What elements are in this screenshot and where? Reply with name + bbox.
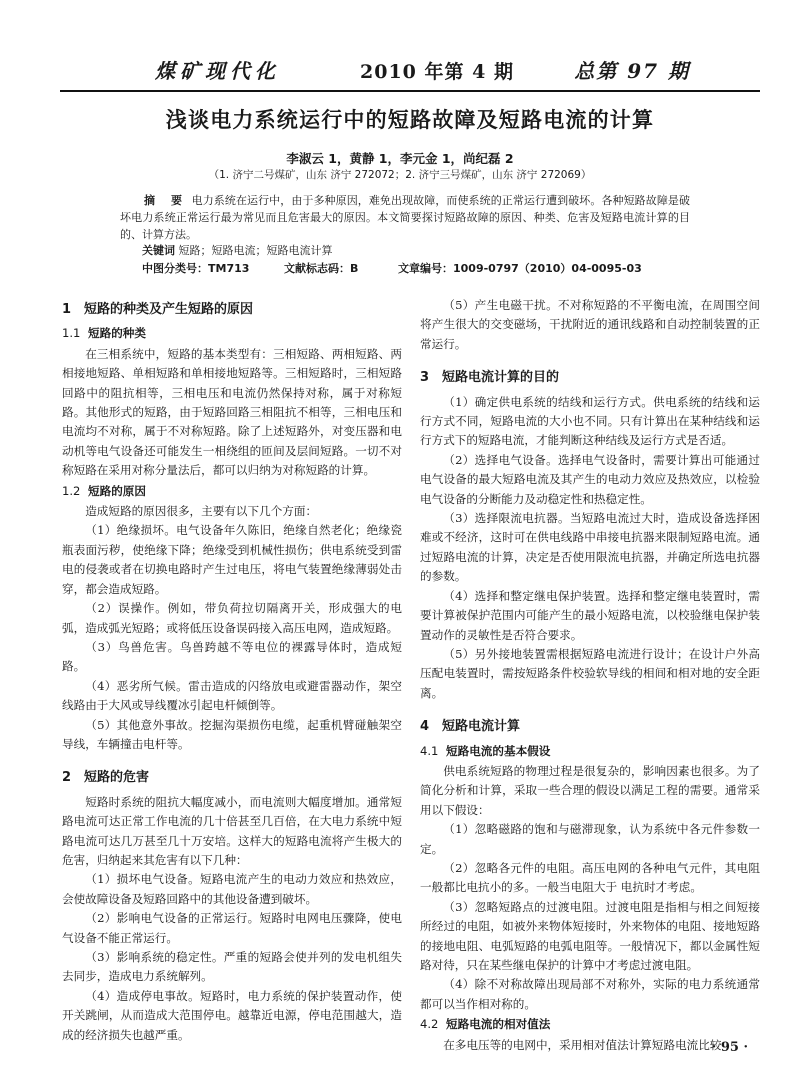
list-item: （4）造成停电事故。短路时，电力系统的保护装置动作，使开关跳闸，从而造成大范围停电。越靠近电源，停电范围越大，造成的经济损失也越严重。 [62, 988, 402, 1042]
author-list: 李淑云 1，黄静 1，李元金 1，尚纪磊 2 [286, 151, 514, 166]
left-column [62, 296, 402, 1045]
list-item: （2）选择电气设备。选择电气设备时，需要计算出可能通过电气设备的最大短路电流及其产生的电动力效应及热效应，以检验电气设备的分断能力及动稳定性和热稳定性。 [420, 452, 760, 506]
article-number: 文章编号：1009-0797（2010）04-0095-03 [398, 262, 642, 275]
list-item: （3）忽略短路点的过渡电阻。过渡电阻是指相与相之间短接所经过的电阻，如被外来物体短接时，外来物体的电阻、接地短路的接地电阻、电弧短路的电弧电阻等。一般情况下，都以金属性短路对待，只在某些继电保护的计算中才考虑过渡电阻。 [420, 899, 760, 972]
section-heading: 3 短路电流计算的目的 [420, 370, 560, 386]
clc-number: 中图分类号：TM713 [142, 262, 250, 275]
abstract-label: 摘 要 [144, 194, 189, 207]
list-item: （5）产生电磁干扰。不对称短路的不平衡电流，在周围空间将产生很大的交变磁场，干扰附近的通讯线路和自动控制装置的正常运行。 [420, 298, 760, 351]
list-item: （4）选择和整定继电保护装置。选择和整定继电装置时，需要计算被保护范围内可能产生的最小短路电流，以校验继电保护装置动作的灵敏性是否符合要求。 [420, 588, 760, 642]
article-title: 浅谈电力系统运行中的短路故障及短路电流的计算 [165, 108, 655, 132]
list-item: （3）影响系统的稳定性。严重的短路会使并列的发电机组失去同步，造成电力系统解列。 [62, 950, 402, 984]
list-item: （1）确定供电系统的结线和运行方式。供电系统的结线和运行方式不同，短路电流的大小也不同。只有计算出在某种结线和运行方式下的短路电流，才能判断这种结线及运行方式是否适。 [420, 394, 760, 448]
document-code: 文献标志码：B [284, 262, 359, 275]
list-item: （5）另外接地装置需根据短路电流进行设计；在设计户外高压配电装置时，需按短路条件校验软导线的相间和相对地的安全距离。 [420, 646, 760, 700]
paragraph: 供电系统短路的物理过程是很复杂的，影响因素也很多。为了简化分析和计算，采取一些合理的假设以满足工程的需要。通常采用以下假设： [420, 763, 760, 817]
section-heading: 1 短路的种类及产生短路的原因 [62, 302, 254, 317]
paragraph: 在三相系统中，短路的基本类型有：三相短路、两相短路、两相接地短路、单相短路和单相接地短路等。三相短路时，三相短路回路中的阻抗相等，三相电压和电流仍然保持对称，属于对称短路。其他形式的短路，由于短路回路三相阻抗不相等，三相电压和电流均不对称，属于不对称短路。除了上述短路外，对变压器和电动机等电气设备还可能发生一相绕组的匝间及层间短路。一切不对称短路在采用对称分量法后，都可以归纳为对称短路的计算。 [62, 346, 402, 478]
total-issue-label: 总第 97 期 [574, 59, 690, 83]
list-item: （4）恶劣所气候。雷击造成的闪络放电或避雷器动作，架空线路由于大风或导线覆冰引起电杆倾倒等。 [62, 678, 402, 713]
keywords-text: 短路；短路电流；短路电流计算 [178, 244, 333, 257]
list-item: （1）绝缘损坏。电气设备年久陈旧，绝缘自然老化；绝缘瓷瓶表面污秽，使绝缘下降；绝缘受到机械性损伤；供电系统受到雷电的侵袭或者在切换电路时产生过电压，将电气装置绝缘薄弱处击穿，都会造成短路。 [62, 523, 402, 596]
paragraph: 短路时系统的阻抗大幅度减小，而电流则大幅度增加。通常短路电流可达正常工作电流的几十倍甚至几百倍，在大电力系统中短路电流可达几万甚至几十万安培。这样大的短路电流将产生极大的危害，归纳起来其危害有以下几种： [62, 794, 402, 867]
subsection-heading: 1.1 短路的种类 [62, 326, 146, 341]
list-item: （2）影响电气设备的正常运行。短路时电网电压骤降，使电气设备不能正常运行。 [62, 911, 402, 945]
issue-label: 2010 年第 4 期 [360, 61, 514, 83]
keywords-label: 关键词 [142, 244, 175, 257]
section-heading: 2 短路的危害 [62, 770, 150, 786]
paragraph: 在多电压等的电网中，采用相对值法计算短路电流比较 [443, 1037, 722, 1052]
section-heading: 4 短路电流计算 [420, 719, 521, 735]
paragraph: 造成短路的原因很多，主要有以下几个方面： [85, 504, 318, 519]
list-item: （1）忽略磁路的饱和与磁滞现象，认为系统中各元件参数一定。 [420, 822, 760, 856]
list-item: （5）其他意外事故。挖掘沟渠损伤电缆，起重机臂碰触架空导线，车辆撞击电杆等。 [62, 717, 402, 751]
list-item: （3）鸟兽危害。鸟兽跨越不等电位的裸露导体时，造成短路。 [62, 639, 402, 674]
abstract-text: 电力系统在运行中，由于多种原因，难免出现故障，而使系统的正常运行遭到破坏。各种短路故障是破坏电力系统正常运行最为常见而且危害最大的原因。本文简要探讨短路故障的原因、种类、危害及短路电流计算的目的、计算方法。 [120, 194, 690, 241]
subsection-heading: 4.1 短路电流的基本假设 [420, 743, 551, 758]
abstract [120, 192, 690, 243]
journal-name: 煤矿现代化 [155, 59, 280, 83]
list-item: （4）除不对称故障出现局部不对称外，实际的电力系统通常都可以当作相对称的。 [420, 977, 760, 1011]
list-item: （2）误操作。例如，带负荷拉切隔离开关，形成强大的电弧，造成弧光短路；或将低压设备误码接入高压电网，造成短路。 [62, 601, 402, 635]
keywords [142, 242, 702, 258]
list-item: （3）选择限流电抗器。当短路电流过大时，造成设备选择困难或不经济，这时可在供电线路中串接电抗器来限制短路电流。通过短路电流的计算，决定是否使用限流电抗器，并确定所选电抗器的参数。 [420, 511, 760, 584]
list-item: （2）忽略各元件的电阻。高压电网的各种电气元件，其电阻一般都比电抗小的多。一般当电阻大于 电抗时才考虑。 [420, 860, 760, 895]
affiliation: （1. 济宁二号煤矿，山东 济宁 272072；2. 济宁三号煤矿，山东 济宁 272069） [208, 169, 592, 181]
list-item: （1）损坏电气设备。短路电流产生的电动力效应和热效应，会使故障设备及短路回路中的其他设备遭到破坏。 [62, 872, 402, 906]
right-column [420, 296, 760, 1055]
subsection-heading: 1.2 短路的原因 [62, 483, 146, 498]
running-header [60, 56, 760, 92]
page-number: · 95 · [711, 1040, 748, 1055]
subsection-heading: 4.2 短路电流的相对值法 [420, 1017, 551, 1032]
